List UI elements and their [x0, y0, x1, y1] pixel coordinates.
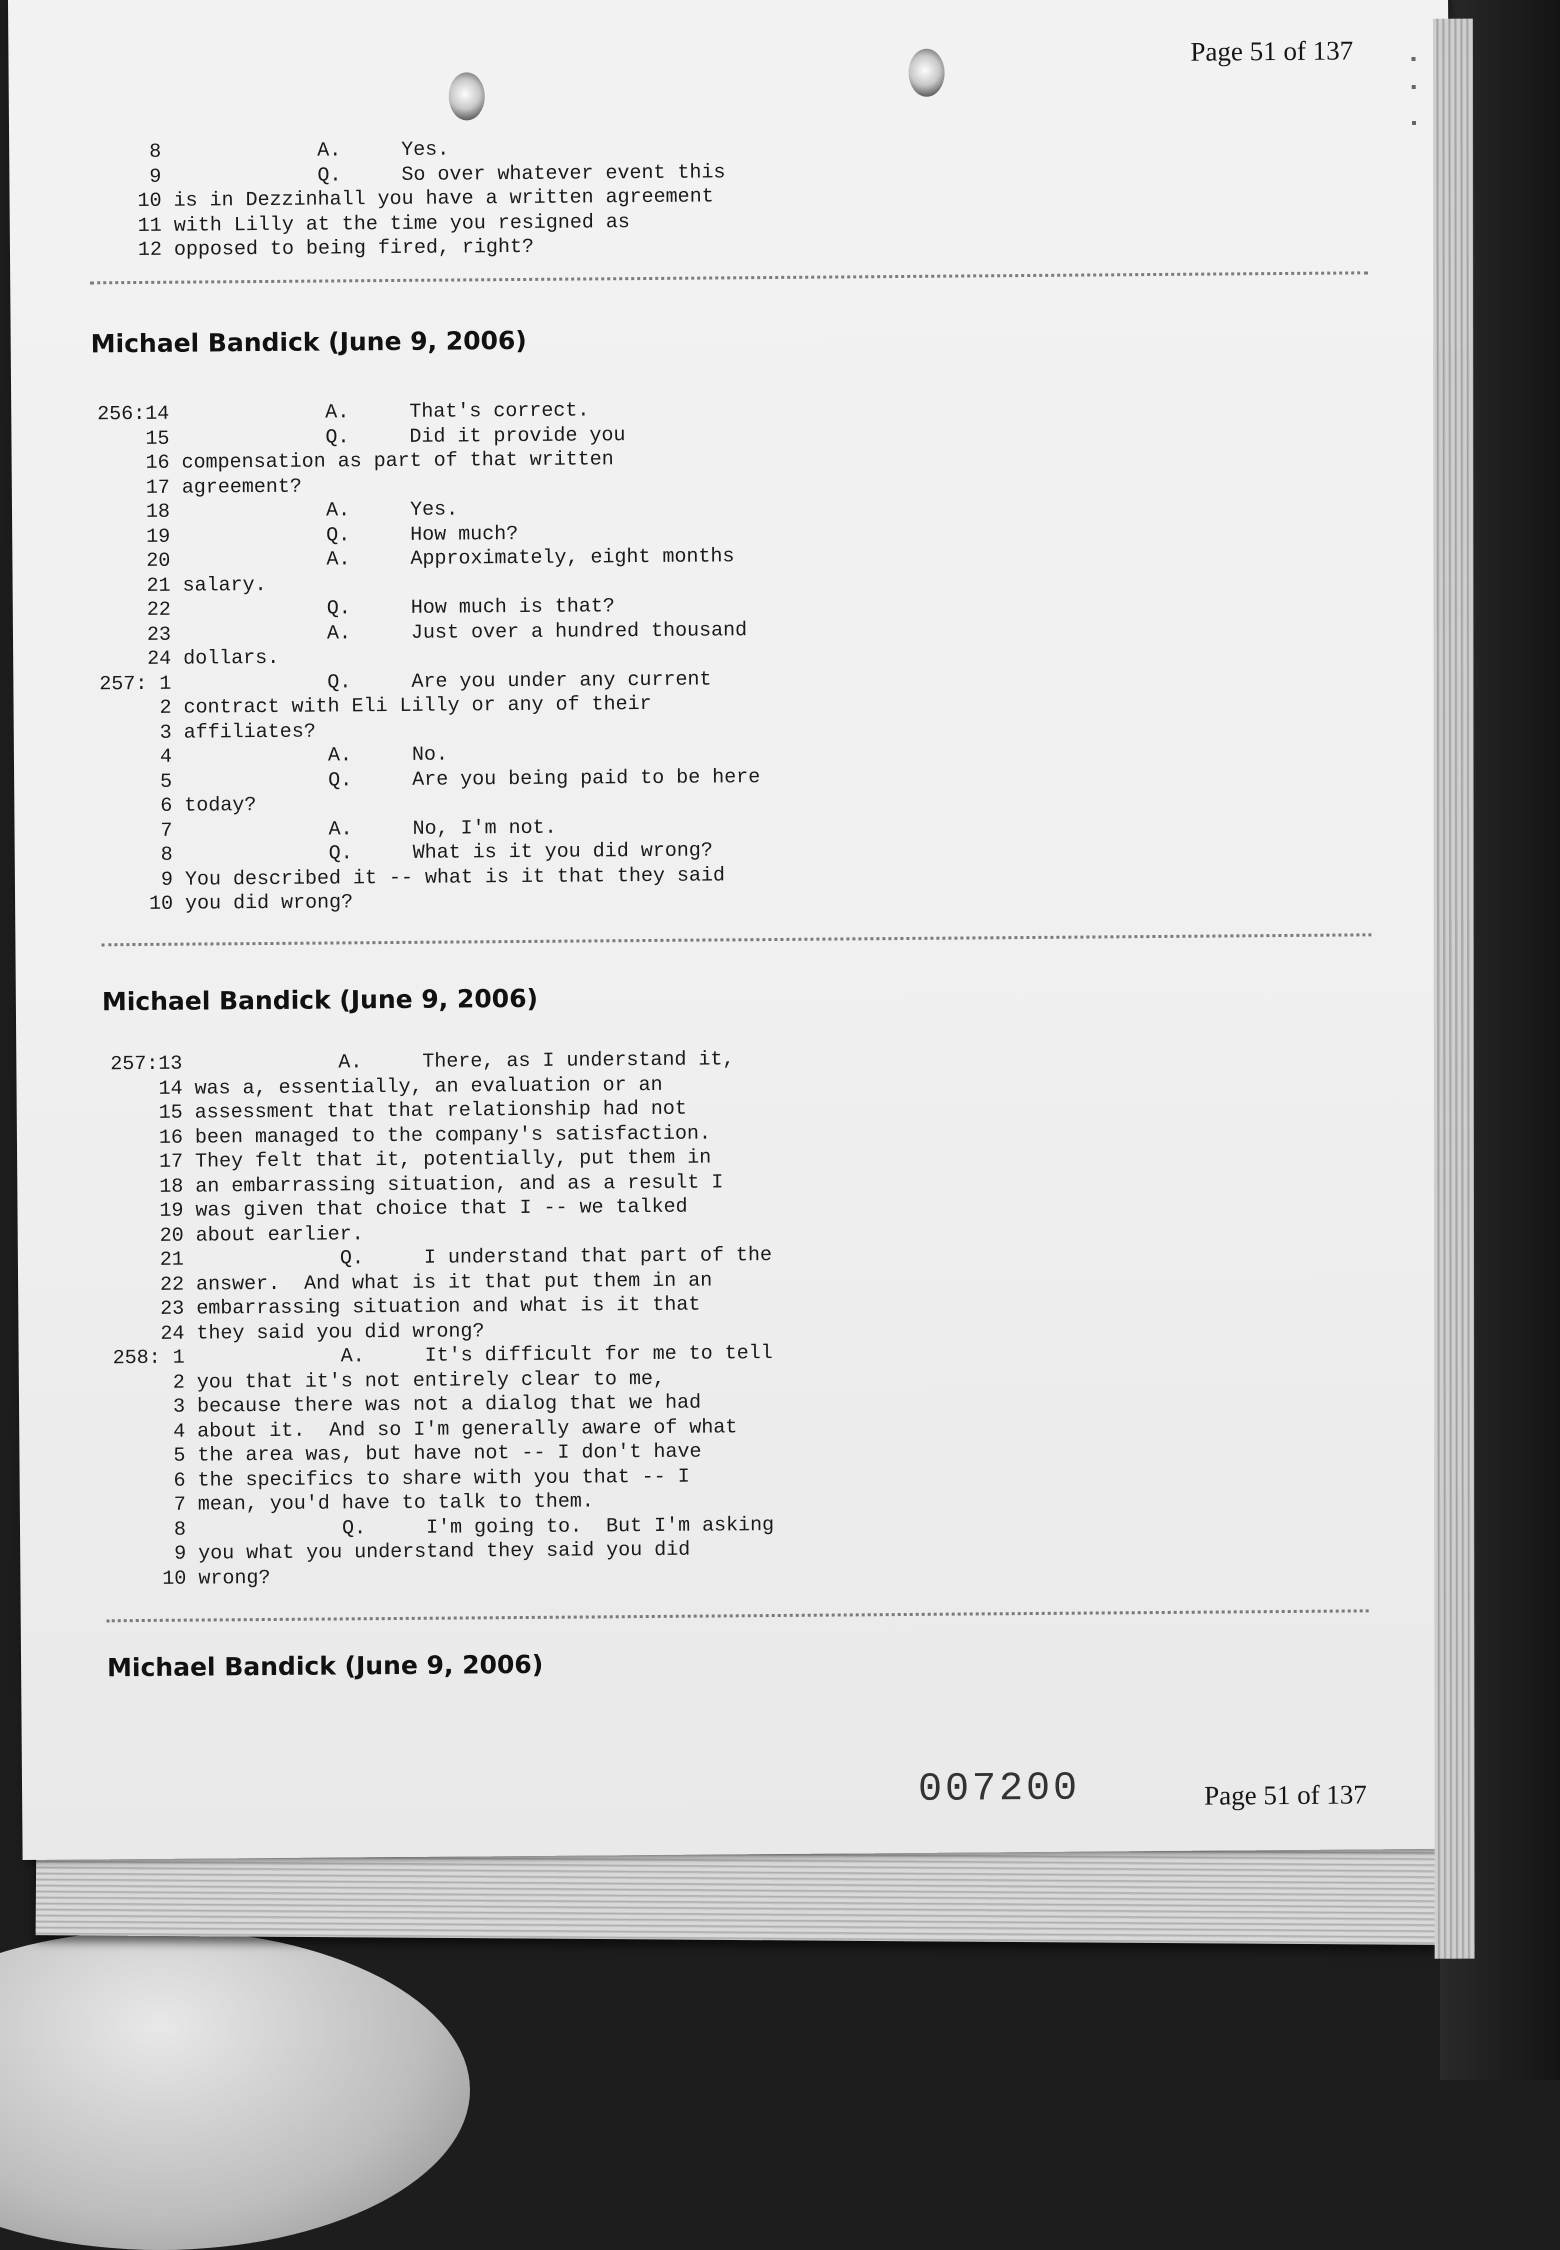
- page-number-bottom: Page 51 of 137: [1204, 1779, 1367, 1811]
- line-number: 16: [78, 452, 170, 476]
- line-text: salary.: [183, 573, 267, 597]
- line-text: because there was not a dialog that we had: [197, 1392, 701, 1419]
- line-number: 10: [69, 190, 161, 214]
- line-number: 16: [91, 1126, 183, 1150]
- line-number: 15: [77, 427, 169, 451]
- line-text: A. Yes.: [182, 498, 458, 523]
- excerpt-heading: Michael Bandick (June 9, 2006): [102, 984, 538, 1016]
- line-text: Q. So over whatever event this: [173, 161, 725, 188]
- line-text: today?: [184, 794, 256, 818]
- line-text: A. Just over a hundred thousand: [183, 619, 747, 646]
- line-text: Q. I'm going to. But I'm asking: [198, 1514, 774, 1542]
- line-text: with Lilly at the time you resigned as: [174, 211, 630, 238]
- line-number: 20: [92, 1224, 184, 1248]
- line-text: They felt that it, potentially, put them in: [195, 1147, 711, 1174]
- excerpt-separator: [107, 1609, 1369, 1622]
- document-page: [8, 0, 1463, 1860]
- line-number: 23: [79, 623, 171, 647]
- line-number: 18: [78, 501, 170, 525]
- punch-hole-right: [908, 49, 944, 97]
- line-number: 2: [93, 1371, 185, 1395]
- line-number: 22: [79, 599, 171, 623]
- line-text: A. No.: [184, 744, 448, 769]
- line-number: 9: [94, 1543, 186, 1567]
- line-number: 10: [94, 1567, 186, 1591]
- margin-mark: [1412, 121, 1416, 125]
- line-text: contract with Eli Lilly or any of their: [183, 693, 651, 720]
- line-text: A. There, as I understand it,: [194, 1048, 734, 1075]
- excerpt-separator: [101, 933, 1371, 946]
- line-number: 20: [78, 550, 170, 574]
- line-text: mean, you'd have to talk to them.: [198, 1490, 594, 1516]
- line-number: 258: 1: [93, 1347, 185, 1371]
- line-text: compensation as part of that written: [182, 448, 614, 474]
- line-number: 14: [90, 1077, 182, 1101]
- line-number: 17: [91, 1151, 183, 1175]
- excerpt-heading: Michael Bandick (June 9, 2006): [107, 1650, 543, 1682]
- line-number: 5: [80, 770, 172, 794]
- line-text: they said you did wrong?: [196, 1320, 484, 1345]
- line-text: Q. What is it you did wrong?: [185, 839, 713, 866]
- line-text: A. No, I'm not.: [184, 816, 556, 842]
- line-number: 21: [79, 574, 171, 598]
- line-number: 2: [79, 697, 171, 721]
- line-number: 3: [80, 721, 172, 745]
- line-text: you what you understand they said you did: [198, 1539, 690, 1566]
- line-text: Q. Are you being paid to be here: [184, 766, 760, 794]
- line-number: 4: [93, 1420, 185, 1444]
- line-number: 8: [81, 844, 173, 868]
- line-number: 4: [80, 746, 172, 770]
- line-number: 9: [81, 868, 173, 892]
- line-number: 21: [92, 1249, 184, 1273]
- line-text: embarrassing situation and what is it that: [196, 1294, 700, 1321]
- line-text: you that it's not entirely clear to me,: [197, 1367, 665, 1394]
- transcript-excerpt-1: [77, 403, 81, 917]
- line-number: 23: [92, 1298, 184, 1322]
- line-number: 257: 1: [79, 672, 171, 696]
- line-text: A. That's correct.: [181, 399, 589, 425]
- line-text: was a, essentially, an evaluation or an: [194, 1073, 662, 1100]
- margin-mark: [1412, 85, 1416, 89]
- line-number: 5: [93, 1445, 185, 1469]
- line-text: assessment that that relationship had not: [195, 1098, 687, 1125]
- transcript-excerpt-2: [90, 1053, 94, 1592]
- line-number: 24: [92, 1322, 184, 1346]
- line-number: 18: [91, 1175, 183, 1199]
- line-number: 7: [94, 1494, 186, 1518]
- line-number: 257:13: [90, 1053, 182, 1077]
- line-text: Q. How much is that?: [183, 595, 615, 621]
- line-text: answer. And what is it that put them in an: [196, 1269, 712, 1296]
- line-number: 9: [69, 165, 161, 189]
- line-text: about it. And so I'm generally aware of what: [197, 1416, 737, 1443]
- line-number: 12: [70, 239, 162, 263]
- excerpt-heading: Michael Bandick (June 9, 2006): [91, 326, 527, 358]
- line-text: wrong?: [198, 1566, 270, 1590]
- line-text: Q. Are you under any current: [183, 668, 711, 695]
- paper-stack-side: [1433, 19, 1475, 1959]
- line-number: 8: [69, 141, 161, 165]
- bates-number: 007200: [918, 1767, 1080, 1813]
- page-number-top: Page 51 of 137: [1190, 35, 1353, 67]
- line-number: 19: [91, 1200, 183, 1224]
- line-text: been managed to the company's satisfaction.: [195, 1122, 711, 1149]
- punch-hole-left: [449, 72, 485, 120]
- line-number: 3: [93, 1396, 185, 1420]
- line-text: the area was, but have not -- I don't have: [197, 1441, 701, 1468]
- line-text: Q. I understand that part of the: [196, 1244, 772, 1272]
- line-number: 19: [78, 525, 170, 549]
- line-number: 7: [80, 819, 172, 843]
- margin-mark: [1411, 57, 1415, 61]
- line-text: an embarrassing situation, and as a result I: [195, 1171, 723, 1198]
- line-number: 6: [80, 795, 172, 819]
- line-text: the specifics to share with you that -- I: [198, 1465, 690, 1492]
- line-text: You described it -- what is it that they said: [185, 864, 725, 891]
- line-text: A. Yes.: [173, 139, 449, 164]
- line-number: 11: [70, 214, 162, 238]
- line-text: A. It's difficult for me to tell: [197, 1342, 773, 1370]
- line-text: affiliates?: [184, 720, 316, 744]
- background-plate: [0, 1930, 470, 2250]
- line-number: 24: [79, 648, 171, 672]
- transcript-fragment-top: [69, 142, 70, 264]
- line-number: 15: [91, 1102, 183, 1126]
- excerpt-separator: [90, 271, 1368, 284]
- line-text: was given that choice that I -- we talked: [195, 1196, 687, 1223]
- line-text: agreement?: [182, 475, 302, 499]
- line-text: Q. How much?: [182, 523, 518, 549]
- line-text: dollars.: [183, 647, 279, 671]
- line-number: 256:14: [77, 403, 169, 427]
- line-number: 8: [94, 1518, 186, 1542]
- line-text: you did wrong?: [185, 891, 353, 915]
- line-number: 10: [81, 893, 173, 917]
- line-number: 17: [78, 476, 170, 500]
- line-number: 22: [92, 1273, 184, 1297]
- line-text: opposed to being fired, right?: [174, 236, 534, 262]
- line-text: Q. Did it provide you: [181, 424, 625, 450]
- line-text: is in Dezzinhall you have a written agreement: [173, 185, 713, 212]
- line-text: A. Approximately, eight months: [182, 545, 734, 572]
- line-text: about earlier.: [196, 1223, 364, 1247]
- line-number: 6: [94, 1469, 186, 1493]
